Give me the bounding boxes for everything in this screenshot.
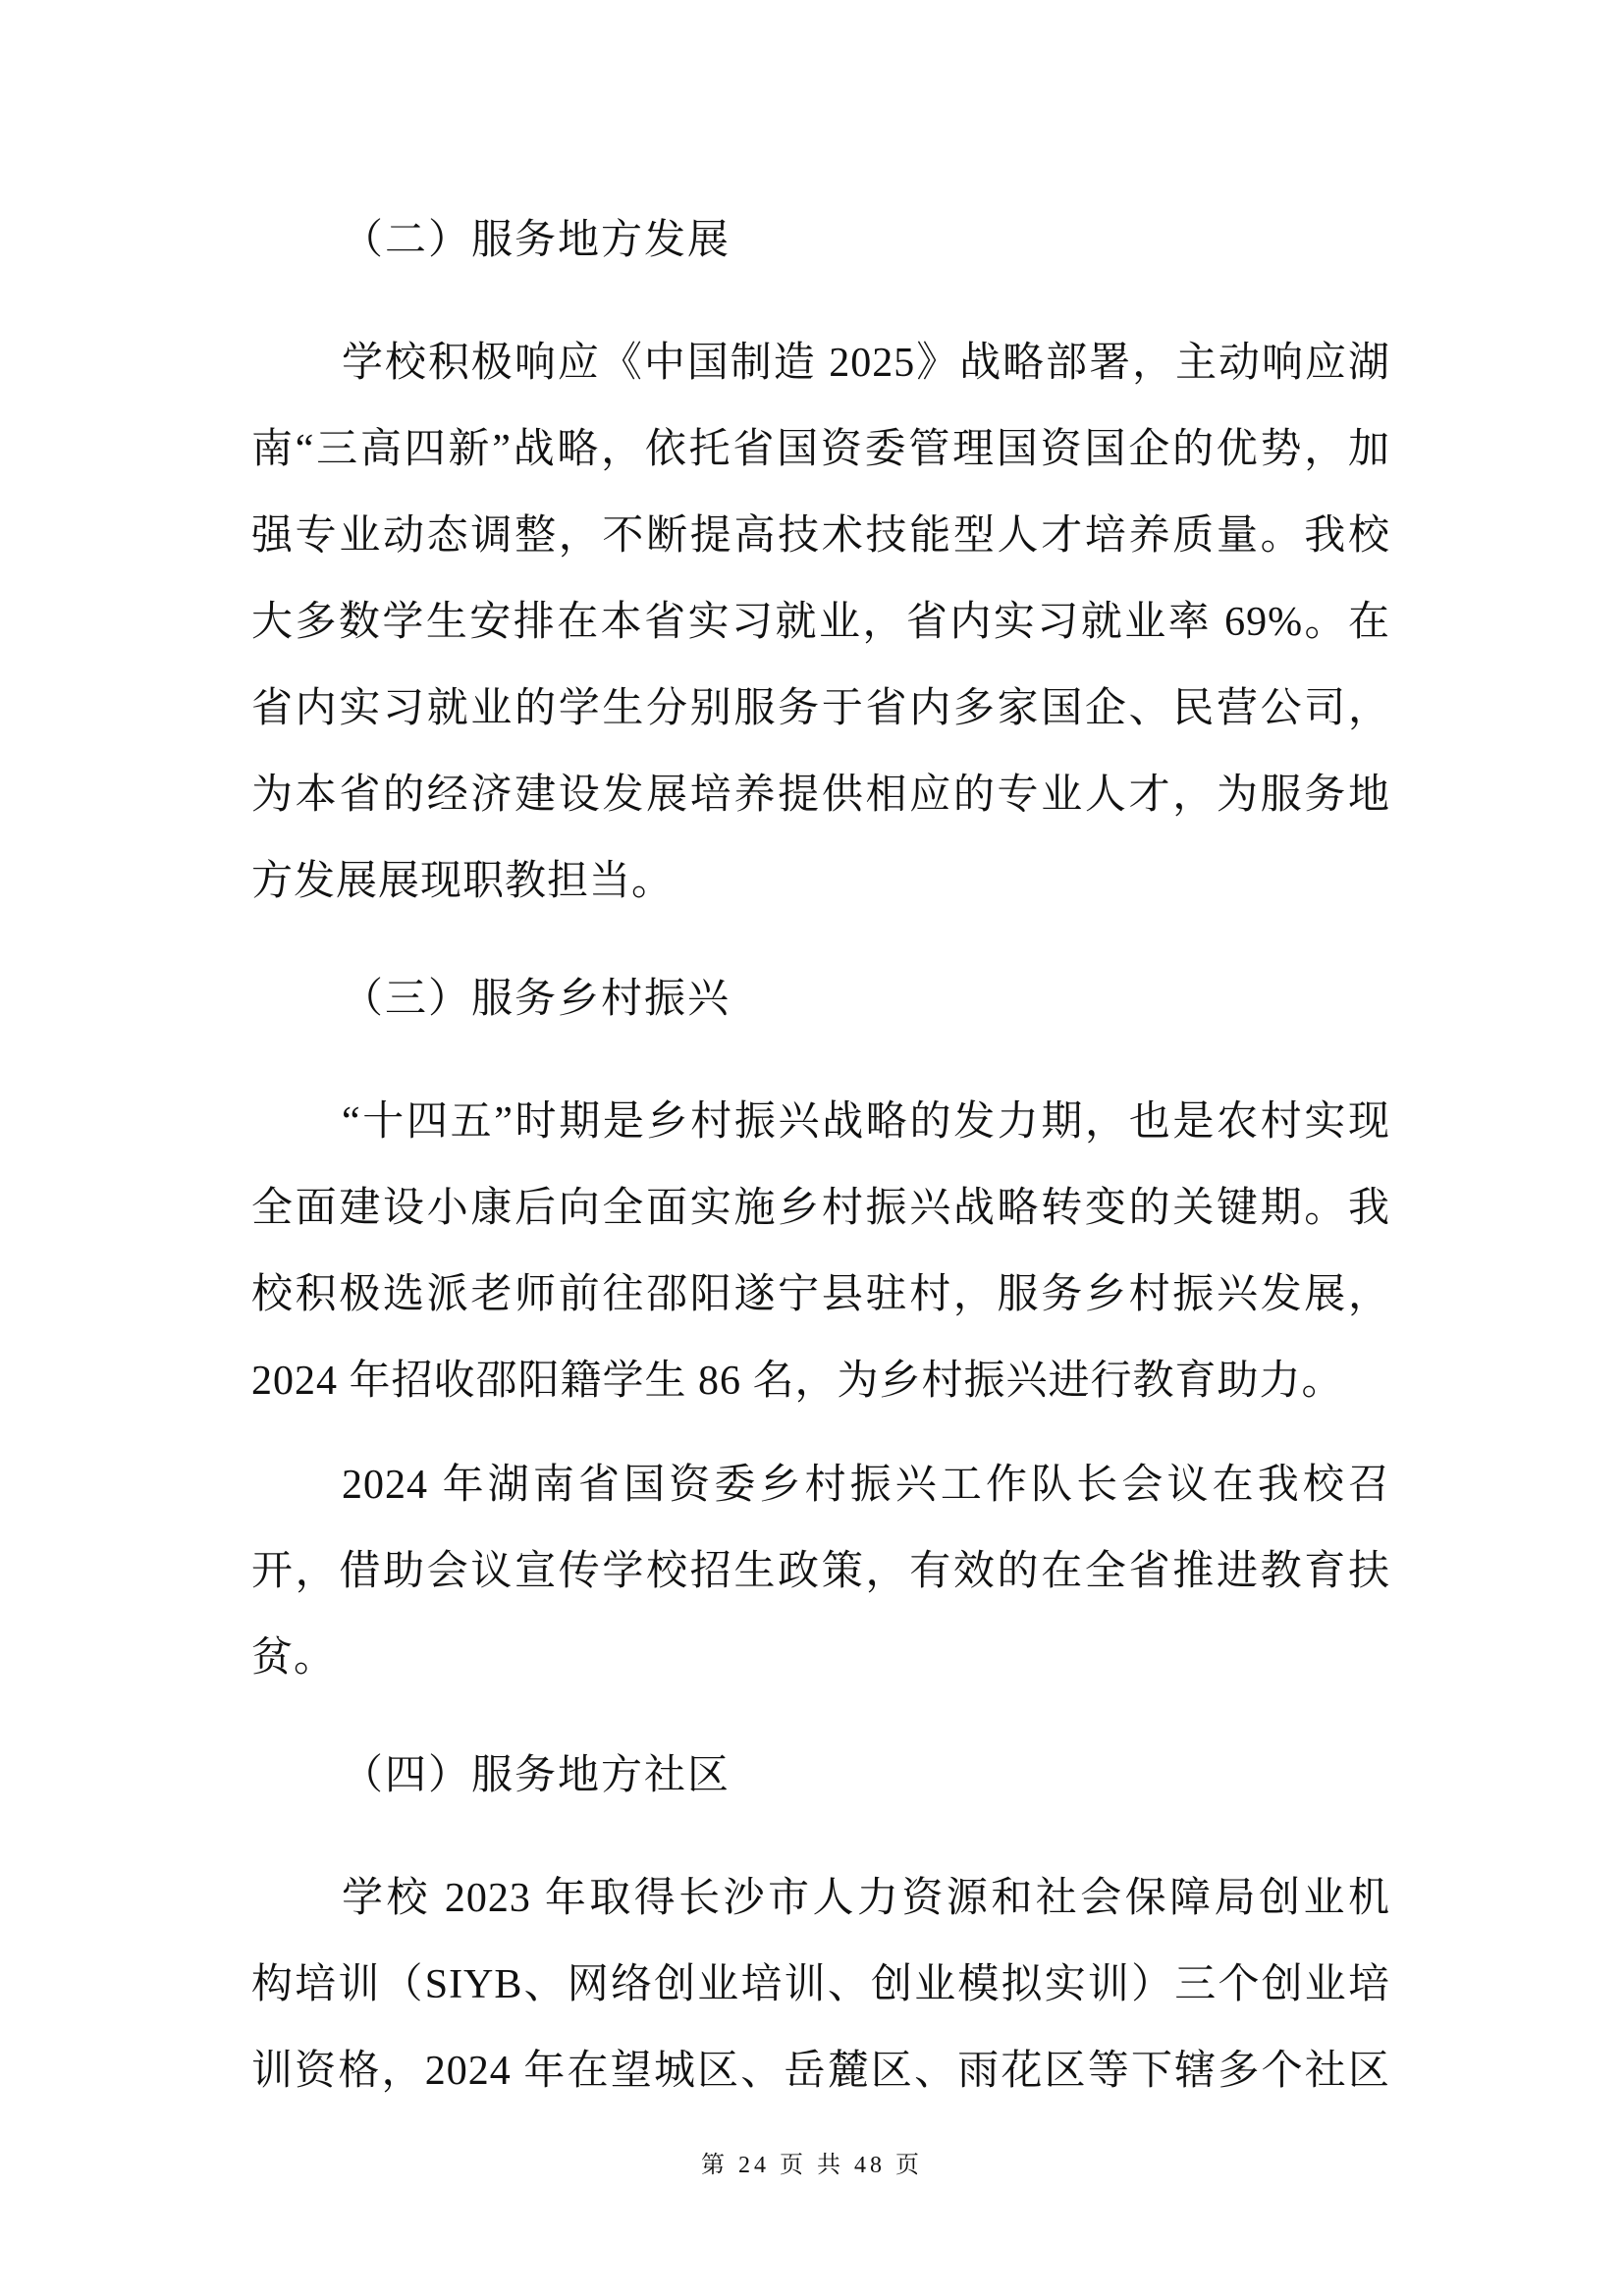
paragraph-line: 南“三高四新”战略，依托省国资委管理国资国企的优势，加	[251, 427, 1390, 472]
paragraph-line: 为本省的经济建设发展培养提供相应的专业人才，为服务地	[251, 773, 1390, 818]
paragraph	[251, 1855, 1390, 2114]
paragraph-line: 全面建设小康后向全面实施乡村振兴战略转变的关键期。我	[251, 1186, 1390, 1231]
paragraph	[251, 1079, 1390, 1424]
paragraph-line: 学校 2023 年取得长沙市人力资源和社会保障局创业机	[342, 1876, 1390, 1921]
paragraph-line: 方发展展现职教担当。	[251, 859, 675, 904]
page-number-footer: 第 24 页 共 48 页	[701, 2153, 923, 2178]
paragraph-line: 强专业动态调整，不断提高技术技能型人才培养质量。我校	[251, 513, 1390, 559]
paragraph-line: 大多数学生安排在本省实习就业，省内实习就业率 69%。在	[251, 600, 1390, 645]
paragraph	[251, 320, 1390, 925]
paragraph-line: 构培训（SIYB、网络创业培训、创业模拟实训）三个创业培	[251, 1962, 1390, 2007]
section-heading-serve-local-development	[251, 197, 1390, 284]
paragraph-line: 训资格，2024 年在望城区、岳麓区、雨花区等下辖多个社区	[251, 2049, 1390, 2094]
paragraph-line: 开，借助会议宣传学校招生政策，有效的在全省推进教育扶	[251, 1549, 1390, 1594]
section-heading-text: （二）服务地方发展	[342, 218, 731, 263]
paragraph-line: 贫。	[251, 1635, 337, 1681]
paragraph-line: 2024 年湖南省国资委乡村振兴工作队长会议在我校召	[342, 1463, 1390, 1508]
paragraph-line: 2024 年招收邵阳籍学生 86 名，为乡村振兴进行教育助力。	[251, 1359, 1344, 1404]
paragraph-line: 学校积极响应《中国制造 2025》战略部署，主动响应湖	[342, 341, 1390, 386]
section-heading-rural-revitalization	[251, 956, 1390, 1042]
section-heading-serve-local-community	[251, 1733, 1390, 1819]
paragraph	[251, 1442, 1390, 1701]
section-heading-text: （三）服务乡村振兴	[342, 977, 731, 1022]
paragraph-line: 校积极选派老师前往邵阳遂宁县驻村，服务乡村振兴发展，	[251, 1272, 1390, 1317]
paragraph-line: “十四五”时期是乡村振兴战略的发力期，也是农村实现	[342, 1099, 1390, 1145]
section-heading-text: （四）服务地方社区	[342, 1753, 731, 1798]
paragraph-line: 省内实习就业的学生分别服务于省内多家国企、民营公司，	[251, 686, 1390, 731]
